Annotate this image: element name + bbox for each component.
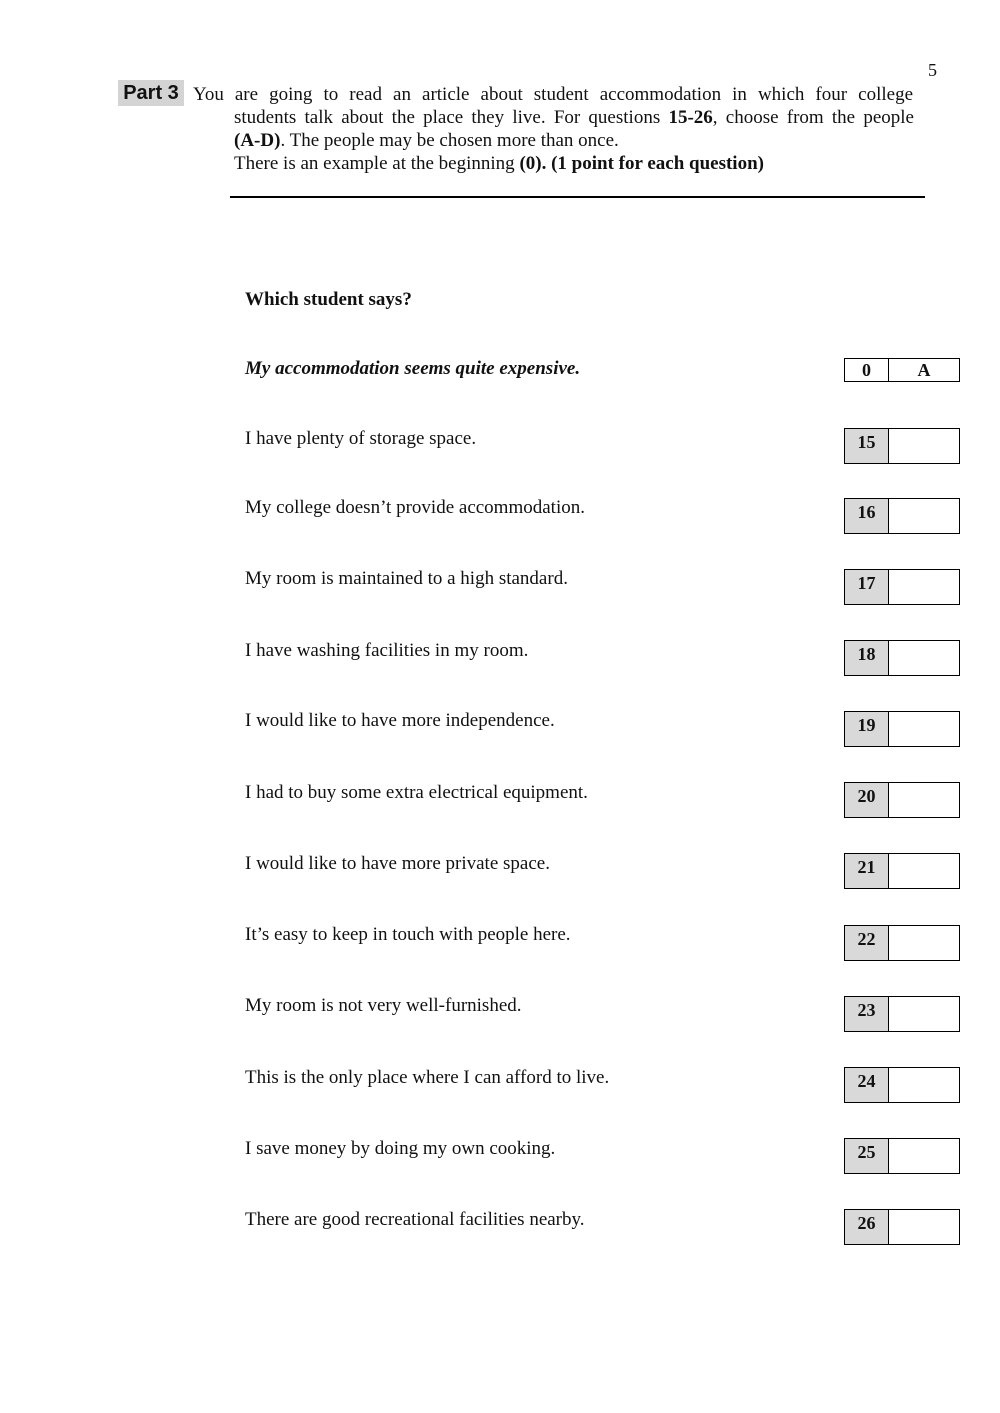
answer-field[interactable]: [889, 429, 959, 463]
instructions-text: students talk about the place they live. For questions: [234, 107, 669, 128]
question-number: 20: [845, 783, 889, 817]
answer-field[interactable]: [889, 1210, 959, 1244]
question-range: 15-26: [668, 107, 713, 128]
question-statement: It’s easy to keep in touch with people here.: [245, 924, 571, 945]
question-statement: I have plenty of storage space.: [245, 428, 477, 449]
question-statement: I would like to have more independence.: [245, 710, 555, 731]
answer-field[interactable]: [889, 783, 959, 817]
question-statement: This is the only place where I can afford to live.: [245, 1067, 610, 1088]
people-range: (A-D): [234, 130, 281, 151]
question-number: 21: [845, 854, 889, 888]
instructions-line-3: [234, 129, 914, 152]
question-statement: My room is not very well-furnished.: [245, 995, 522, 1016]
example-answer: A: [889, 359, 959, 381]
answer-box: [844, 996, 960, 1032]
question-number: 16: [845, 499, 889, 533]
instructions-text: There is an example at the beginning: [234, 153, 520, 174]
answer-box: [844, 782, 960, 818]
question-number: 24: [845, 1068, 889, 1102]
question-statement: My room is maintained to a high standard.: [245, 568, 568, 589]
answer-field[interactable]: [889, 997, 959, 1031]
question-statement: I have washing facilities in my room.: [245, 640, 529, 661]
question-number: 26: [845, 1210, 889, 1244]
question-number: 22: [845, 926, 889, 960]
question-number: 25: [845, 1139, 889, 1173]
question-statement: I save money by doing my own cooking.: [245, 1138, 556, 1159]
instructions-text: , choose from the people: [712, 107, 914, 128]
instructions-text: . The people may be chosen more than once.: [280, 130, 619, 151]
divider-rule: [230, 196, 925, 198]
answer-box: [844, 853, 960, 889]
answer-box: [844, 711, 960, 747]
question-number: 19: [845, 712, 889, 746]
answer-box: [844, 1067, 960, 1103]
example-statement: My accommodation seems quite expensive.: [245, 358, 581, 379]
instructions-line-1: You are going to read an article about student accommodation in which four college: [193, 84, 913, 105]
question-statement: I had to buy some extra electrical equipment.: [245, 782, 588, 803]
answer-field[interactable]: [889, 1068, 959, 1102]
instructions-line-2: [234, 106, 914, 129]
answer-box: [844, 498, 960, 534]
answer-field[interactable]: [889, 854, 959, 888]
answer-box: [844, 640, 960, 676]
answer-field[interactable]: [889, 1139, 959, 1173]
answer-box: [844, 1138, 960, 1174]
answer-field[interactable]: [889, 926, 959, 960]
answer-box: [844, 925, 960, 961]
points-note: (0). (1 point for each question): [519, 153, 764, 174]
example-number: 0: [845, 359, 889, 381]
answer-field[interactable]: [889, 641, 959, 675]
question-statement: There are good recreational facilities nearby.: [245, 1209, 585, 1230]
question-number: 17: [845, 570, 889, 604]
answer-field[interactable]: [889, 712, 959, 746]
question-heading: Which student says?: [245, 289, 412, 310]
page-number: 5: [928, 60, 937, 80]
question-number: 23: [845, 997, 889, 1031]
answer-box: [844, 428, 960, 464]
part-label: Part 3: [118, 80, 184, 106]
answer-field[interactable]: [889, 499, 959, 533]
answer-field[interactable]: [889, 570, 959, 604]
instructions-line-4: [234, 152, 914, 175]
answer-box: [844, 569, 960, 605]
question-number: 15: [845, 429, 889, 463]
question-statement: My college doesn’t provide accommodation.: [245, 497, 585, 518]
question-statement: I would like to have more private space.: [245, 853, 550, 874]
question-number: 18: [845, 641, 889, 675]
answer-box: [844, 1209, 960, 1245]
example-answer-box: [844, 358, 960, 382]
